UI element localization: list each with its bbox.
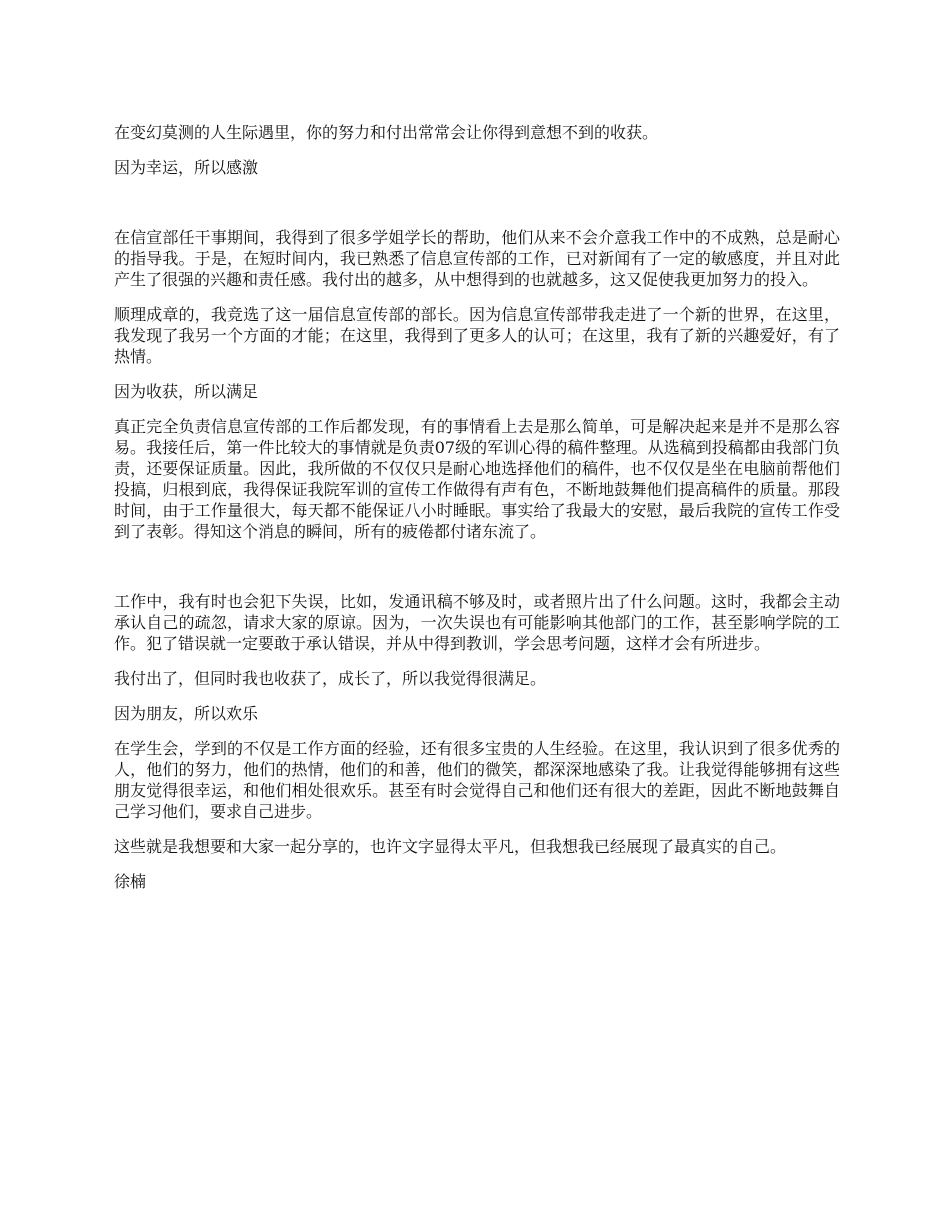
document-page	[114, 122, 840, 906]
section-heading-luck: 因为幸运，所以感激	[114, 158, 259, 177]
paragraph-officer-period: 在信宣部任干事期间，我得到了很多学姐学长的帮助，他们从来不会介意我工作中的不成熟，总是耐心的指导我。于是，在短时间内，我已熟悉了信息宣传部的工作，已对新闻有了一定的敏感度，并且对此产生了很强的兴趣和责任感。我付出的越多，从中想得到的也就越多，这又促使我更加努力的投入。	[114, 228, 840, 289]
paragraph-mistakes: 工作中，我有时也会犯下失误，比如，发通讯稿不够及时，或者照片出了什么问题。这时，我都会主动承认自己的疏忽，请求大家的原谅。因为，一次失误也有可能影响其他部门的工作，甚至影响学院的工作。犯了错误就一定要敢于承认错误，并从中得到教训，学会思考问题，这样才会有所进步。	[114, 592, 840, 653]
section-heading-harvest: 因为收获，所以满足	[114, 382, 259, 401]
author-signature: 徐楠	[114, 872, 147, 891]
paragraph-satisfied: 我付出了，但同时我也收获了，成长了，所以我觉得很满足。	[114, 669, 547, 688]
paragraph-elected-minister: 顺理成章的，我竞选了这一届信息宣传部的部长。因为信息宣传部带我走进了一个新的世界，在这里，我发现了我另一个方面的才能；在这里，我得到了更多人的认可；在这里，我有了新的兴趣爱好，有了热情。	[114, 305, 840, 366]
section-heading-friends: 因为朋友，所以欢乐	[114, 704, 259, 723]
paragraph-intro: 在变幻莫测的人生际遇里，你的努力和付出常常会让你得到意想不到的收获。	[114, 123, 659, 142]
paragraph-student-union: 在学生会，学到的不仅是工作方面的经验，还有很多宝贵的人生经验。在这里，我认识到了很多优秀的人，他们的努力，他们的热情，他们的和善，他们的微笑，都深深地感染了我。让我觉得能够拥有这些朋友觉得很幸运，和他们相处很欢乐。甚至有时会觉得自己和他们还有很大的差距，因此不断地鼓舞自己学习他们，要求自己进步。	[114, 739, 840, 821]
paragraph-responsibility: 真正完全负责信息宣传部的工作后都发现，有的事情看上去是那么简单，可是解决起来是并不是那么容易。我接任后，第一件比较大的事情就是负责07级的军训心得的稿件整理。从选稿到投稿都由我部门负责，还要保证质量。因此，我所做的不仅仅只是耐心地选择他们的稿件，也不仅仅是坐在电脑前帮他们投搞，归根到底，我得保证我院军训的宣传工作做得有声有色，不断地鼓舞他们提高稿件的质量。那段时间，由于工作量很大，每天都不能保证八小时睡眠。事实给了我最大的安慰，最后我院的宣传工作受到了表彰。得知这个消息的瞬间，所有的疲倦都付诸东流了。	[114, 417, 840, 541]
paragraph-closing: 这些就是我想要和大家一起分享的，也许文字显得太平凡，但我想我已经展现了最真实的自己。	[114, 837, 787, 856]
